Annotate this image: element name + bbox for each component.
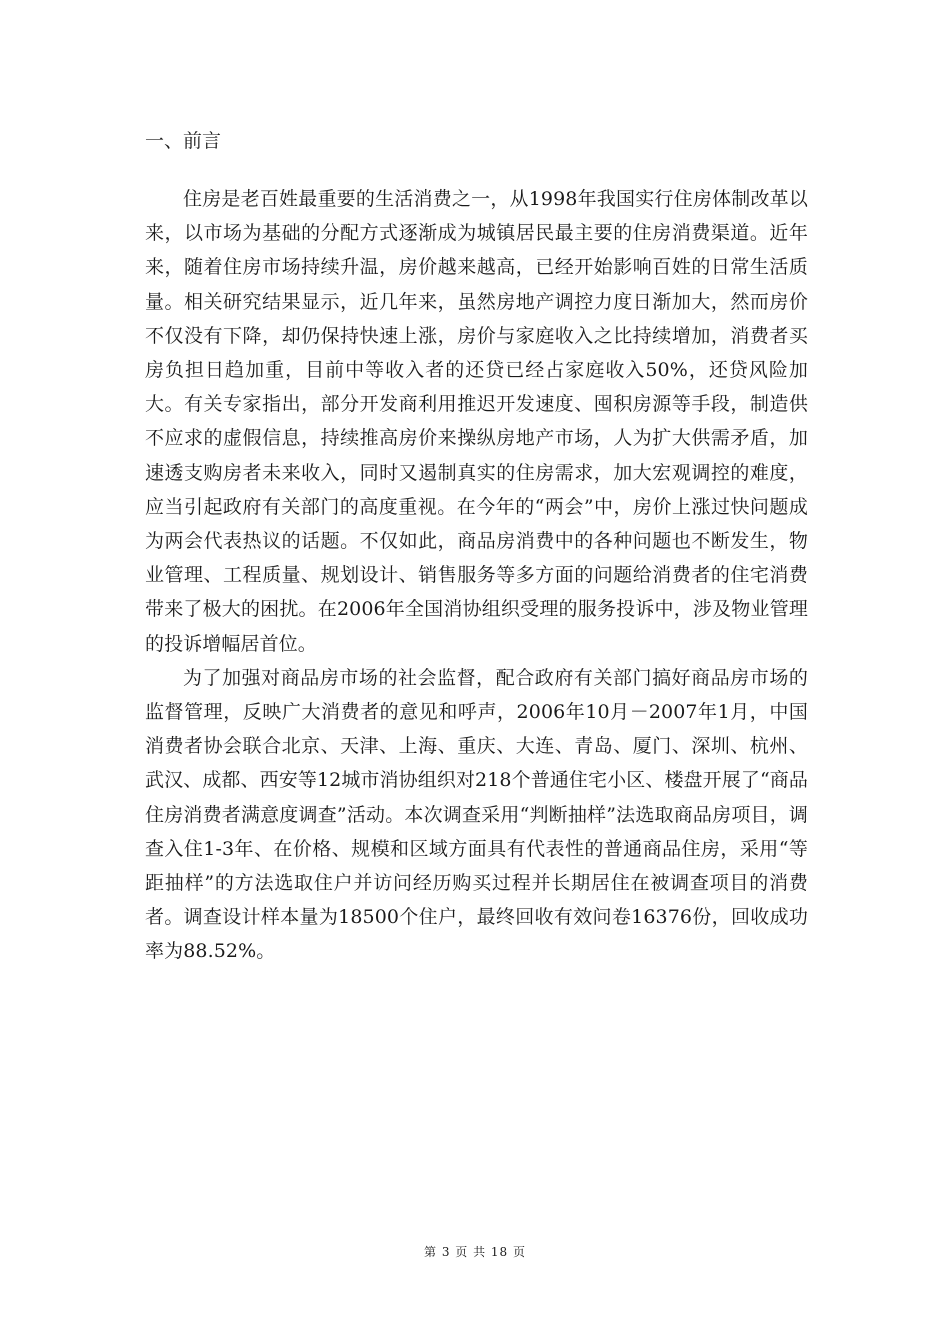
body-text: [145, 182, 808, 969]
paragraph-intro: 住房是老百姓最重要的生活消费之一，从1998年我国实行住房体制改革以来，以市场为基础的分配方式逐渐成为城镇居民最主要的住房消费渠道。近年来，随着住房市场持续升温，房价越来越高，已经开始影响百姓的日常生活质量。相关研究结果显示，近几年来，虽然房地产调控力度日渐加大，然而房价不仅没有下降，却仍保持快速上涨，房价与家庭收入之比持续增加，消费者买房负担日趋加重，目前中等收入者的还贷已经占家庭收入50%，还贷风险加大。有关专家指出，部分开发商利用推迟开发速度、囤积房源等手段，制造供不应求的虚假信息，持续推高房价来操纵房地产市场，人为扩大供需矛盾，加速透支购房者未来收入，同时又遏制真实的住房需求，加大宏观调控的难度，应当引起政府有关部门的高度重视。在今年的“两会”中，房价上涨过快问题成为两会代表热议的话题。不仅如此，商品房消费中的各种问题也不断发生，物业管理、工程质量、规划设计、销售服务等多方面的问题给消费者的住宅消费带来了极大的困扰。在2006年全国消协组织受理的服务投诉中，涉及物业管理的投诉增幅居首位。: [145, 188, 808, 655]
section-heading: 一、前言: [145, 130, 222, 152]
paragraph-survey: 为了加强对商品房市场的社会监督，配合政府有关部门搞好商品房市场的监督管理，反映广大消费者的意见和呼声，2006年10月－2007年1月，中国消费者协会联合北京、天津、上海、重庆、大连、青岛、厦门、深圳、杭州、武汉、成都、西安等12城市消协组织对218个普通住宅小区、楼盘开展了“商品住房消费者满意度调查”活动。本次调查采用“判断抽样”法选取商品房项目，调查入住1-3年、在价格、规模和区域方面具有代表性的普通商品住房，采用“等距抽样”的方法选取住户并访问经历购买过程并长期居住在被调查项目的消费者。调查设计样本量为18500个住户，最终回收有效问卷16376份，回收成功率为88.52%。: [145, 666, 808, 963]
page-number-footer: 第 3 页 共 18 页: [424, 1245, 526, 1259]
